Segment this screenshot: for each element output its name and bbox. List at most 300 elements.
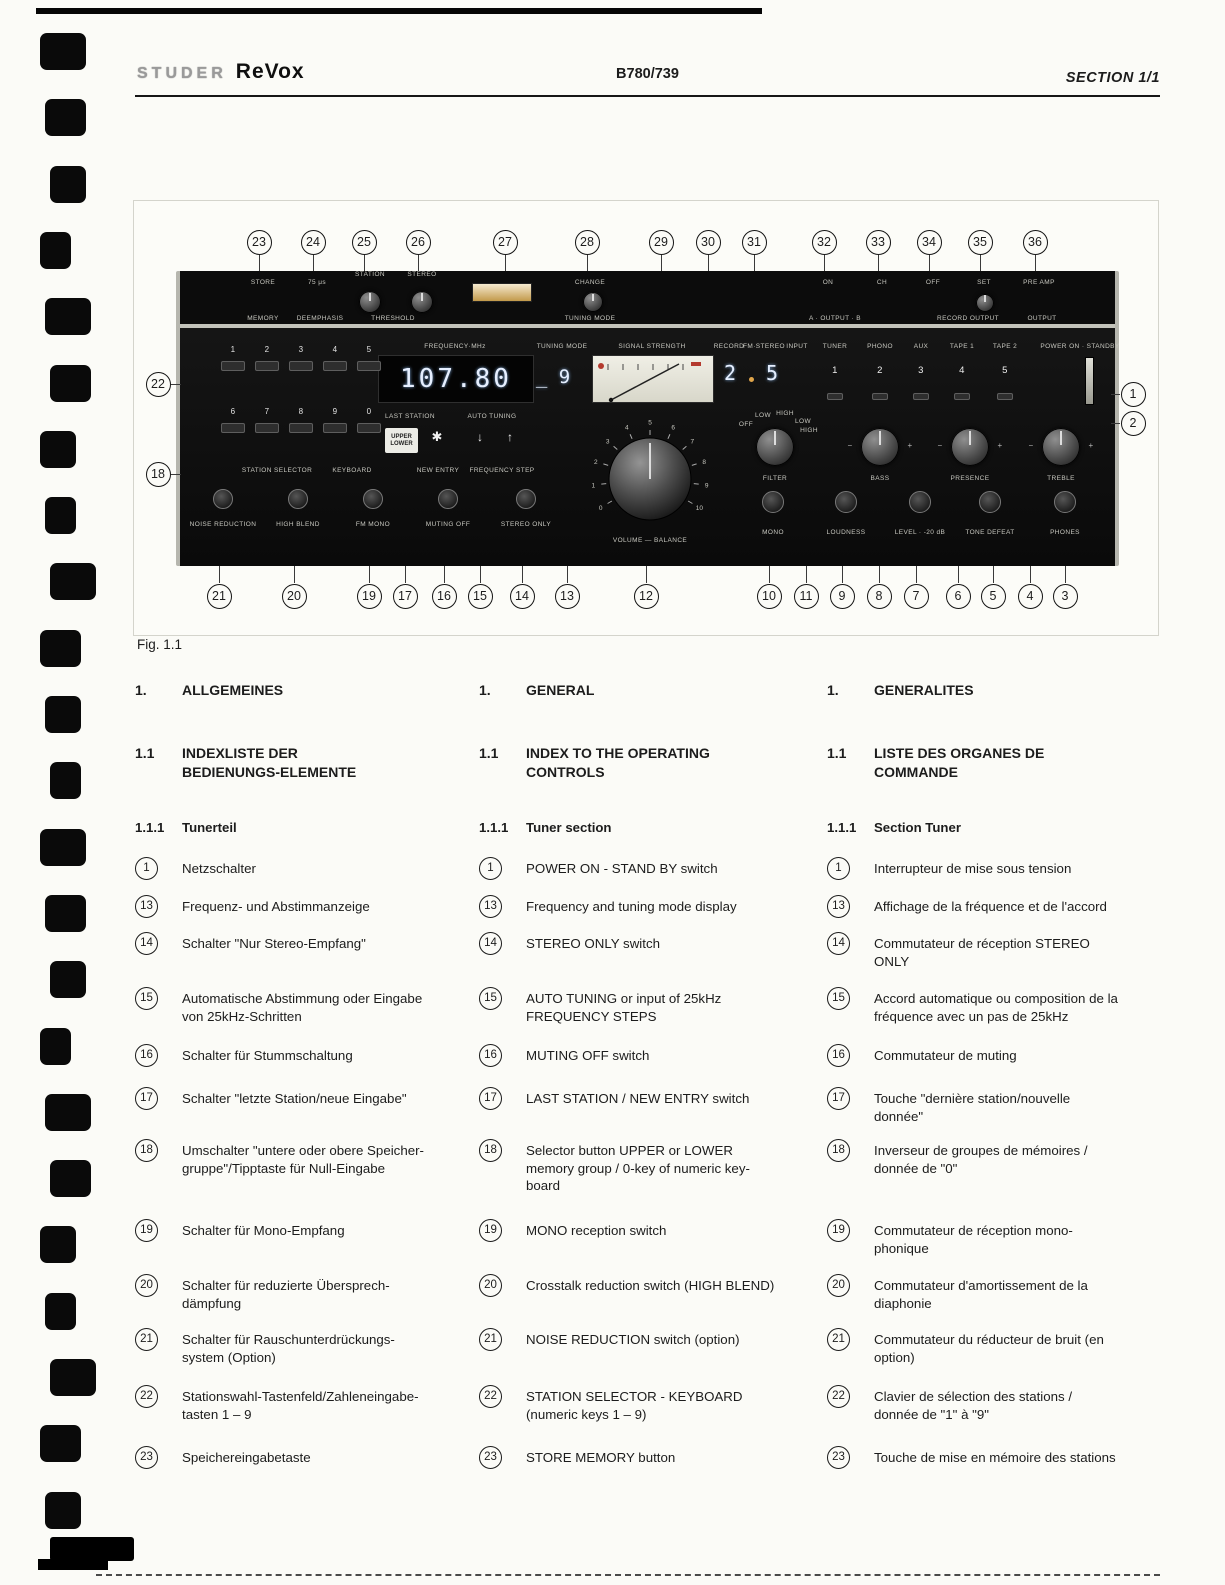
- callout-line: [916, 566, 917, 583]
- item-number-badge: 1: [135, 857, 158, 880]
- callout-line: [587, 255, 588, 271]
- binding-hole: [50, 563, 96, 600]
- keyboard-key: [255, 361, 279, 371]
- item-number-badge: 19: [479, 1219, 502, 1242]
- scan-mark: [50, 1537, 134, 1561]
- item-number-badge: 21: [827, 1328, 850, 1351]
- index-item: [827, 987, 1157, 1044]
- panel-label: TUNING MODE: [536, 343, 588, 350]
- panel-label: OFF: [738, 421, 754, 428]
- item-number-badge: 13: [135, 895, 158, 918]
- item-text: Schalter für Stummschaltung: [182, 1047, 353, 1063]
- index-item: [827, 1044, 1157, 1087]
- level-20-db-button: [909, 491, 931, 513]
- index-item: [135, 857, 457, 895]
- panel-label: MEMORY: [247, 315, 279, 322]
- small-knob: [359, 291, 381, 313]
- index-item: [135, 1328, 457, 1385]
- panel-label: LOW: [754, 412, 772, 419]
- item-number-badge: 18: [135, 1139, 158, 1162]
- keyboard-digit: 2: [264, 345, 270, 354]
- index-item: [135, 1446, 457, 1476]
- item-text: Schalter für Mono-Empfang: [182, 1222, 345, 1238]
- callout-line: [480, 566, 481, 583]
- power-switch: [1085, 357, 1094, 405]
- item-number-badge: 18: [827, 1139, 850, 1162]
- panel-label: HIGH: [776, 410, 794, 417]
- index-item: [827, 1139, 1157, 1219]
- index-item: [135, 932, 457, 987]
- button-label: LEVEL · -20 dB: [894, 529, 946, 536]
- source-digit: 4: [959, 365, 965, 376]
- tuner-front-panel: [176, 271, 1119, 566]
- keyboard-key: [221, 423, 245, 433]
- callout-line: [444, 566, 445, 583]
- callout-line: [646, 566, 647, 583]
- item-number-badge: 20: [827, 1274, 850, 1297]
- item-number-badge: 21: [479, 1328, 502, 1351]
- small-knob: [976, 294, 994, 312]
- keyboard-key: [289, 361, 313, 371]
- item-number-badge: 20: [479, 1274, 502, 1297]
- item-number-badge: 1: [479, 857, 502, 880]
- item-number: [135, 1139, 182, 1162]
- item-text: Netzschalter: [182, 860, 256, 876]
- button-label: MUTING OFF: [425, 521, 471, 528]
- callout-line: [219, 566, 220, 583]
- callout-line: [980, 255, 981, 271]
- item-text: Touche "dernière station/nouvelle donnée": [874, 1090, 1071, 1124]
- index-item: [135, 1219, 457, 1274]
- section-label: SECTION 1/1: [1065, 70, 1160, 86]
- item-number: [827, 1219, 874, 1242]
- header-rule: [135, 95, 1160, 97]
- binding-hole: [45, 1293, 76, 1330]
- subsection-heading: [135, 820, 457, 835]
- frequency-value: 107.80: [400, 364, 512, 394]
- binding-hole: [45, 1094, 91, 1131]
- callout-line: [929, 255, 930, 271]
- figure-front-panel: [133, 200, 1159, 636]
- item-number: [827, 1044, 874, 1067]
- section-heading-number: 1.: [479, 682, 491, 698]
- item-number: [827, 857, 874, 880]
- callout-2: 2: [1121, 411, 1146, 436]
- callout-line: [806, 566, 807, 583]
- item-number-badge: 13: [827, 895, 850, 918]
- binding-hole: [50, 365, 91, 402]
- item-number: [135, 895, 182, 918]
- section-heading: [479, 682, 805, 698]
- callout-18: 18: [146, 462, 171, 487]
- plus-label: +: [1088, 441, 1094, 450]
- binding-hole: [45, 895, 86, 932]
- item-number-badge: 15: [479, 987, 502, 1010]
- panel-label: TAPE 2: [992, 343, 1018, 350]
- panel-label: LOW: [794, 418, 812, 425]
- panel-label: CHANGE: [574, 279, 606, 286]
- callout-25: 25: [352, 230, 377, 255]
- svg-text:7: 7: [690, 438, 695, 446]
- item-number: [827, 1328, 874, 1351]
- callout-9: 9: [830, 584, 855, 609]
- callout-line: [567, 566, 568, 583]
- item-text: MONO reception switch: [526, 1222, 667, 1238]
- svg-text:10: 10: [695, 505, 703, 512]
- callout-line: [824, 255, 825, 271]
- panel-label: STORE: [250, 279, 276, 286]
- source-key: [954, 393, 970, 400]
- item-number-badge: 14: [479, 932, 502, 955]
- item-text: Affichage de la fréquence et de l'accord: [874, 898, 1107, 914]
- item-number: [479, 857, 526, 880]
- item-text: NOISE REDUCTION switch (option): [526, 1331, 740, 1347]
- callout-35: 35: [968, 230, 993, 255]
- keyboard-digit: 8: [298, 407, 304, 416]
- item-number-badge: 20: [135, 1274, 158, 1297]
- binding-hole: [50, 166, 86, 203]
- index-item: [479, 987, 805, 1044]
- item-text: POWER ON - STAND BY switch: [526, 860, 718, 876]
- item-text: Frequenz- und Abstimmanzeige: [182, 898, 370, 914]
- panel-label: FM·STEREO: [743, 343, 785, 350]
- panel-label: INPUT: [786, 343, 808, 350]
- callout-line: [1065, 566, 1066, 583]
- item-text: STORE MEMORY button: [526, 1449, 676, 1465]
- callout-line: [369, 566, 370, 583]
- item-number-badge: 16: [827, 1044, 850, 1067]
- subsection-heading-title: Tunerteil: [182, 819, 237, 835]
- item-text: MUTING OFF switch: [526, 1047, 650, 1063]
- callout-line: [769, 566, 770, 583]
- item-text: AUTO TUNING or input of 25kHz FREQUENCY STEPS: [526, 990, 722, 1024]
- item-number-badge: 22: [135, 1385, 158, 1408]
- svg-text:6: 6: [671, 424, 675, 432]
- button-label: PHONES: [1050, 529, 1080, 536]
- filter-knob: [756, 428, 794, 466]
- svg-text:2: 2: [593, 458, 598, 466]
- muting-off-button: [438, 489, 458, 509]
- item-number: [827, 1385, 874, 1408]
- binding-hole: [50, 762, 81, 799]
- index-item: [135, 1044, 457, 1087]
- index-heading: [479, 744, 805, 782]
- index-item: [479, 1385, 805, 1446]
- small-knob: [583, 292, 603, 312]
- item-number: [827, 932, 874, 955]
- keyboard-digit: 1: [230, 345, 236, 354]
- meter-face: [593, 356, 713, 402]
- item-text: Frequency and tuning mode display: [526, 898, 737, 914]
- index-item: [479, 1328, 805, 1385]
- callout-line: [1111, 394, 1120, 395]
- plus-label: +: [997, 441, 1003, 450]
- index-heading: [135, 744, 457, 782]
- panel-label: DEEMPHASIS: [296, 315, 344, 322]
- index-item: [827, 1087, 1157, 1139]
- binding-hole: [40, 829, 86, 866]
- minus-label: −: [1028, 441, 1034, 450]
- callout-line: [1111, 423, 1120, 424]
- binding-hole: [40, 431, 76, 468]
- panel-label: SIGNAL STRENGTH: [618, 343, 686, 350]
- callout-16: 16: [432, 584, 457, 609]
- item-number: [479, 1446, 526, 1469]
- button-label: NOISE REDUCTION: [189, 521, 257, 528]
- index-heading-title: INDEXLISTE DER BEDIENUNGS-ELEMENTE: [182, 745, 357, 780]
- item-number-badge: 17: [827, 1087, 850, 1110]
- record-display: 2: [723, 361, 737, 385]
- item-text: Schalter "Nur Stereo-Empfang": [182, 935, 366, 951]
- button-label: TONE DEFEAT: [965, 529, 1015, 536]
- section-heading-title: GENERALITES: [874, 682, 974, 698]
- callout-33: 33: [866, 230, 891, 255]
- index-item: [135, 1087, 457, 1139]
- callout-29: 29: [649, 230, 674, 255]
- keyboard-digit: 7: [264, 407, 270, 416]
- source-key: [997, 393, 1013, 400]
- subsection-heading-title: Tuner section: [526, 819, 612, 835]
- panel-label: PRE AMP: [1023, 279, 1055, 286]
- upper-lower-button: [385, 428, 418, 453]
- panel-label: THRESHOLD: [371, 315, 415, 322]
- callout-6: 6: [946, 584, 971, 609]
- item-number: [479, 895, 526, 918]
- callout-32: 32: [812, 230, 837, 255]
- index-heading-number: 1.1: [135, 745, 155, 761]
- item-text: Interrupteur de mise sous tension: [874, 860, 1072, 876]
- item-number-badge: 23: [479, 1446, 502, 1469]
- bass-knob: [861, 428, 899, 466]
- index-item: [479, 857, 805, 895]
- index-item: [827, 1219, 1157, 1274]
- binding-hole: [50, 1160, 91, 1197]
- callout-24: 24: [301, 230, 326, 255]
- plus-label: +: [907, 441, 913, 450]
- tone-defeat-button: [979, 491, 1001, 513]
- index-item: [135, 1385, 457, 1446]
- callout-13: 13: [555, 584, 580, 609]
- item-number-badge: 14: [827, 932, 850, 955]
- dial-lamp-window: [472, 283, 532, 302]
- section-heading-number: 1.: [827, 682, 839, 698]
- stereo-only-button: [516, 489, 536, 509]
- index-item: [135, 987, 457, 1044]
- minus-label: −: [937, 441, 943, 450]
- index-item: [479, 1219, 805, 1274]
- callout-line: [993, 566, 994, 583]
- item-text: Schalter "letzte Station/neue Eingabe": [182, 1090, 407, 1106]
- svg-text:5: 5: [648, 419, 652, 427]
- index-column-en: [479, 682, 805, 1476]
- knob-label: FILTER: [762, 475, 788, 482]
- panel-label: RECORD: [713, 343, 745, 350]
- index-item: [135, 895, 457, 932]
- knob-label: BASS: [870, 475, 890, 482]
- item-text: Schalter für reduzierte Übersprech-dämpfung: [182, 1277, 390, 1311]
- loudness-button: [835, 491, 857, 513]
- callout-31: 31: [742, 230, 767, 255]
- keyboard-key: [289, 423, 313, 433]
- svg-text:1: 1: [591, 482, 596, 490]
- subsection-heading-number: 1.1.1: [827, 819, 857, 835]
- callout-17: 17: [393, 584, 418, 609]
- callout-26: 26: [406, 230, 431, 255]
- item-text: Touche de mise en mémoire des stations: [874, 1449, 1116, 1465]
- panel-label: A · OUTPUT · B: [808, 315, 862, 322]
- index-heading-title: INDEX TO THE OPERATING CONTROLS: [526, 745, 710, 780]
- upper-label: UPPER: [391, 434, 412, 440]
- callout-3: 3: [1053, 584, 1078, 609]
- callout-line: [171, 384, 181, 385]
- binding-hole: [40, 630, 81, 667]
- panel-label: STATION: [354, 271, 386, 278]
- new-entry-key: ✱: [431, 429, 443, 444]
- callout-22: 22: [146, 372, 171, 397]
- subsection-heading: [827, 820, 1157, 835]
- item-number: [479, 1385, 526, 1408]
- freq-step-down-key: ↓: [477, 430, 483, 444]
- binding-hole: [45, 1492, 81, 1529]
- source-key: [872, 393, 888, 400]
- item-number: [135, 987, 182, 1010]
- svg-text:4: 4: [625, 424, 629, 432]
- item-number: [827, 1446, 874, 1469]
- callout-line: [171, 474, 181, 475]
- panel-label: NEW ENTRY: [416, 467, 460, 474]
- callout-12: 12: [634, 584, 659, 609]
- callout-line: [364, 255, 365, 271]
- binding-hole: [40, 1425, 81, 1462]
- index-item: [827, 932, 1157, 987]
- keyboard-digit: 3: [298, 345, 304, 354]
- item-number: [135, 857, 182, 880]
- keyboard-digit: 5: [366, 345, 372, 354]
- callout-14: 14: [510, 584, 535, 609]
- item-number: [479, 1139, 526, 1162]
- callout-1: 1: [1121, 382, 1146, 407]
- item-text: STATION SELECTOR - KEYBOARD (numeric keys 1 – 9): [526, 1388, 743, 1422]
- panel-label: STEREO: [407, 271, 437, 278]
- keyboard-key: [221, 361, 245, 371]
- item-text: Stationswahl-Tastenfeld/Zahleneingabe-tasten 1 – 9: [182, 1388, 419, 1422]
- item-number-badge: 23: [135, 1446, 158, 1469]
- callout-line: [313, 255, 314, 271]
- item-number-badge: 15: [827, 987, 850, 1010]
- callout-34: 34: [917, 230, 942, 255]
- callout-line: [661, 255, 662, 271]
- item-number: [827, 895, 874, 918]
- callout-line: [879, 566, 880, 583]
- item-text: Inverseur de groupes de mémoires / donnée de "0": [874, 1142, 1088, 1176]
- callout-line: [708, 255, 709, 271]
- item-number: [479, 932, 526, 955]
- subsection-heading-title: Section Tuner: [874, 819, 961, 835]
- item-number: [827, 1274, 874, 1297]
- callout-4: 4: [1018, 584, 1043, 609]
- button-label: STEREO ONLY: [500, 521, 552, 528]
- keyboard-key: [255, 423, 279, 433]
- index-item: [479, 932, 805, 987]
- panel-label: TUNING MODE: [564, 315, 616, 322]
- index-item: [827, 1328, 1157, 1385]
- callout-19: 19: [357, 584, 382, 609]
- button-label: HIGH BLEND: [276, 521, 320, 528]
- keyboard-key: [323, 361, 347, 371]
- section-heading-title: GENERAL: [526, 682, 595, 698]
- item-number-badge: 14: [135, 932, 158, 955]
- panel-label: STATION SELECTOR: [241, 467, 313, 474]
- source-key: [827, 393, 843, 400]
- stereo-lamp: [749, 377, 754, 382]
- callout-28: 28: [575, 230, 600, 255]
- item-text: Speichereingabetaste: [182, 1449, 311, 1465]
- panel-label: PHONO: [867, 343, 893, 350]
- item-number: [827, 1087, 874, 1110]
- item-number-badge: 17: [135, 1087, 158, 1110]
- callout-30: 30: [696, 230, 721, 255]
- item-text: Commutateur de réception STEREO ONLY: [874, 935, 1090, 969]
- panel-label: CH: [876, 279, 888, 286]
- item-number-badge: 18: [479, 1139, 502, 1162]
- item-number-badge: 22: [827, 1385, 850, 1408]
- callout-line: [1030, 566, 1031, 583]
- callout-line: [259, 255, 260, 271]
- callout-21: 21: [207, 584, 232, 609]
- panel-label: OFF: [925, 279, 941, 286]
- index-item: [827, 1446, 1157, 1476]
- item-text: STEREO ONLY switch: [526, 935, 660, 951]
- callout-8: 8: [867, 584, 892, 609]
- item-number-badge: 15: [135, 987, 158, 1010]
- item-number-badge: 21: [135, 1328, 158, 1351]
- item-number-badge: 16: [135, 1044, 158, 1067]
- index-column-fr: [827, 682, 1157, 1476]
- page-bottom-rule: [96, 1574, 1160, 1576]
- callout-11: 11: [794, 584, 819, 609]
- section-heading: [135, 682, 457, 698]
- index-item: [827, 895, 1157, 932]
- item-number-badge: 23: [827, 1446, 850, 1469]
- binding-hole: [40, 232, 71, 269]
- callout-line: [842, 566, 843, 583]
- keyboard-key: [357, 423, 381, 433]
- callout-line: [294, 566, 295, 583]
- item-text: Schalter für Rauschunterdrückungs-system (Option): [182, 1331, 395, 1365]
- callout-line: [754, 255, 755, 271]
- binding-hole: [40, 33, 86, 70]
- keyboard-digit: 6: [230, 407, 236, 416]
- index-item: [479, 1087, 805, 1139]
- volume-balance-knob: [585, 414, 715, 544]
- item-text: Commutateur d'amortissement de la diaphonie: [874, 1277, 1088, 1311]
- item-number: [135, 1044, 182, 1067]
- binding-hole: [45, 696, 81, 733]
- index-heading-number: 1.1: [479, 745, 499, 761]
- freq-step-up-key: ↑: [507, 430, 513, 444]
- panel-label: 75 μs: [307, 279, 327, 286]
- button-label: FM MONO: [355, 521, 391, 528]
- callout-15: 15: [468, 584, 493, 609]
- source-digit: 5: [1002, 365, 1008, 376]
- knob-label: TREBLE: [1047, 475, 1075, 482]
- keyboard-key: [323, 423, 347, 433]
- figure-caption: Fig. 1.1: [137, 637, 183, 652]
- binding-hole: [40, 1226, 76, 1263]
- item-number: [479, 1087, 526, 1110]
- callout-7: 7: [904, 584, 929, 609]
- item-number: [827, 987, 874, 1010]
